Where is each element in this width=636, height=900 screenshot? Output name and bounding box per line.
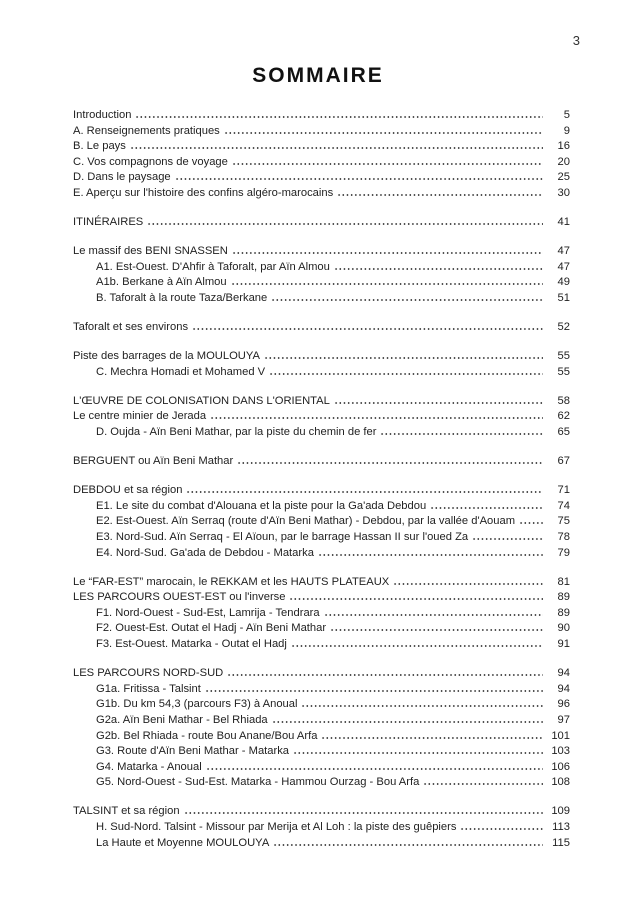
toc-entry-page: 113	[552, 820, 570, 833]
table-of-contents	[73, 108, 570, 851]
dot-leader	[334, 268, 543, 270]
toc-entry-page: 25	[557, 171, 570, 184]
toc-entry	[73, 155, 570, 171]
toc-entry-label: A. Renseignements pratiques	[73, 124, 220, 137]
toc-group	[73, 108, 570, 202]
toc-entry-label: Le centre minier de Jerada	[73, 410, 207, 423]
toc-entry-page: 94	[557, 667, 570, 680]
dot-leader	[192, 328, 543, 330]
dot-leader	[224, 132, 543, 134]
toc-entry-page: 62	[557, 410, 570, 423]
toc-entry-page: 79	[557, 546, 570, 559]
toc-entry	[73, 590, 570, 606]
toc-entry	[73, 682, 570, 698]
toc-entry	[73, 606, 570, 622]
toc-entry-label: LES PARCOURS NORD-SUD	[73, 667, 224, 680]
toc-entry-page: 101	[551, 729, 570, 742]
dot-leader	[237, 462, 543, 464]
toc-entry	[73, 244, 570, 260]
dot-leader	[130, 147, 543, 149]
toc-group	[73, 215, 570, 231]
toc-entry-label: G2b. Bel Rhiada - route Bou Anane/Bou Arfa	[96, 729, 318, 742]
toc-entry-label: E4. Nord-Sud. Ga'ada de Debdou - Matarka	[96, 546, 314, 559]
dot-leader	[293, 752, 543, 754]
toc-entry-label: B. Le pays	[73, 140, 126, 153]
toc-entry-page: 103	[551, 745, 570, 758]
dot-leader	[135, 116, 543, 118]
toc-entry	[73, 170, 570, 186]
toc-entry-label: Piste des barrages de la MOULOUYA	[73, 350, 260, 363]
dot-leader	[205, 690, 543, 692]
toc-entry-page: 55	[557, 350, 570, 363]
toc-entry-page: 106	[551, 760, 570, 773]
toc-entry-page: 41	[557, 216, 570, 229]
toc-entry	[73, 836, 570, 852]
toc-entry-label: D. Oujda - Aïn Beni Mathar, par la piste du chemin de fer	[96, 426, 377, 438]
toc-entry-page: 74	[557, 499, 570, 512]
toc-entry-page: 47	[557, 245, 570, 258]
toc-group	[73, 804, 570, 851]
toc-entry	[73, 139, 570, 155]
toc-entry-page: 65	[557, 426, 570, 438]
toc-entry-label: F1. Nord-Ouest - Sud-Est, Lamrija - Tendrara	[96, 606, 320, 619]
toc-entry	[73, 499, 570, 515]
toc-entry-page: 71	[557, 484, 570, 497]
toc-entry-page: 115	[552, 836, 570, 849]
toc-entry-label: BERGUENT ou Aïn Beni Mathar	[73, 455, 234, 468]
dot-leader	[301, 705, 543, 707]
dot-leader	[380, 433, 543, 435]
toc-group	[73, 666, 570, 791]
toc-entry-label: F3. Est-Ouest. Matarka - Outat el Hadj	[96, 638, 287, 651]
toc-entry-page: 47	[557, 260, 570, 273]
toc-entry	[73, 186, 570, 202]
toc-entry-page: 51	[557, 291, 570, 304]
toc-entry	[73, 514, 570, 530]
toc-group	[73, 349, 570, 380]
toc-entry-page: 75	[557, 515, 570, 528]
toc-entry-page: 108	[551, 776, 570, 789]
toc-entry-label: D. Dans le paysage	[73, 171, 171, 184]
toc-entry-label: LES PARCOURS OUEST-EST ou l'inverse	[73, 591, 286, 604]
toc-entry-label: Le massif des BENI SNASSEN	[73, 245, 228, 258]
toc-entry-page: 91	[557, 638, 570, 651]
toc-entry-page: 20	[557, 155, 570, 168]
toc-entry	[73, 804, 570, 820]
toc-entry-label: E1. Le site du combat d'Alouana et la piste pour la Ga'ada Debdou	[96, 499, 427, 512]
toc-entry-page: 96	[557, 698, 570, 711]
page-number: 3	[572, 33, 580, 48]
toc-entry-page: 89	[557, 606, 570, 619]
dot-leader	[423, 783, 543, 785]
toc-entry-label: G5. Nord-Ouest - Sud-Est. Matarka - Hammou Ourzag - Bou Arfa	[96, 776, 420, 789]
toc-entry	[73, 124, 570, 140]
toc-entry-label: Le “FAR-EST” marocain, le REKKAM et les HAUTS PLATEAUX	[73, 575, 390, 588]
toc-entry	[73, 409, 570, 425]
toc-entry	[73, 729, 570, 745]
toc-entry-label: Introduction	[73, 109, 132, 121]
toc-group	[73, 394, 570, 441]
toc-entry-label: E. Aperçu sur l'histoire des confins algéro-marocains	[73, 186, 334, 199]
toc-entry	[73, 575, 570, 591]
dot-leader	[334, 402, 543, 404]
toc-entry	[73, 349, 570, 365]
dot-leader	[232, 252, 543, 254]
toc-entry-page: 9	[563, 124, 570, 137]
toc-entry	[73, 320, 570, 336]
dot-leader	[321, 737, 543, 739]
toc-entry-label: F2. Ouest-Est. Outat el Hadj - Aïn Beni Mathar	[96, 622, 327, 635]
toc-entry	[73, 425, 570, 441]
toc-group	[73, 320, 570, 336]
toc-entry-page: 16	[557, 140, 570, 153]
dot-leader	[460, 828, 543, 830]
toc-entry-page: 81	[557, 575, 570, 588]
toc-entry	[73, 483, 570, 499]
toc-entry-label: B. Taforalt à la route Taza/Berkane	[96, 291, 268, 304]
toc-entry	[73, 260, 570, 276]
toc-entry	[73, 820, 570, 836]
dot-leader	[206, 768, 543, 770]
toc-entry-page: 94	[557, 682, 570, 695]
toc-entry-label: TALSINT et sa région	[73, 805, 180, 818]
toc-entry	[73, 291, 570, 307]
toc-entry-label: G1a. Fritissa - Talsint	[96, 682, 201, 695]
toc-entry-label: La Haute et Moyenne MOULOUYA	[96, 836, 270, 849]
toc-entry-page: 78	[557, 530, 570, 543]
toc-entry	[73, 365, 570, 381]
dot-leader	[227, 674, 543, 676]
toc-entry-label: E2. Est-Ouest. Aïn Serraq (route d'Aïn Beni Mathar) - Debdou, par la vallée d'Aouam	[96, 515, 516, 528]
dot-leader	[272, 721, 543, 723]
dot-leader	[175, 178, 543, 180]
toc-group	[73, 575, 570, 653]
dot-leader	[337, 194, 543, 196]
toc-entry-page: 49	[557, 276, 570, 289]
dot-leader	[232, 163, 543, 165]
dot-leader	[289, 598, 543, 600]
dot-leader	[318, 554, 543, 556]
toc-entry-page: 89	[557, 591, 570, 604]
toc-entry-label: H. Sud-Nord. Talsint - Missour par Merija et Al Loh : la piste des guêpiers	[96, 820, 457, 833]
dot-leader	[184, 812, 543, 814]
toc-entry	[73, 666, 570, 682]
dot-leader	[273, 844, 543, 846]
toc-entry-label: G2a. Aïn Beni Mathar - Bel Rhiada	[96, 713, 268, 726]
toc-entry	[73, 744, 570, 760]
toc-entry-label: G3. Route d'Aïn Beni Mathar - Matarka	[96, 745, 290, 758]
toc-entry-page: 5	[563, 109, 570, 121]
toc-entry-label: E3. Nord-Sud. Aïn Serraq - El Aïoun, par le barrage Hassan II sur l'oued Za	[96, 530, 469, 543]
dot-leader	[210, 417, 543, 419]
toc-entry	[73, 637, 570, 653]
toc-entry-label: Taforalt et ses environs	[73, 321, 189, 334]
toc-entry-page: 30	[557, 186, 570, 199]
toc-entry-page: 52	[557, 321, 570, 334]
toc-group	[73, 244, 570, 306]
dot-leader	[393, 583, 543, 585]
toc-entry	[73, 621, 570, 637]
dot-leader	[291, 645, 543, 647]
toc-entry-label: C. Vos compagnons de voyage	[73, 155, 228, 168]
toc-entry-label: A1. Est-Ouest. D'Ahfir à Taforalt, par Aïn Almou	[96, 260, 330, 273]
dot-leader	[271, 299, 543, 301]
toc-entry	[73, 108, 570, 124]
page-title: SOMMAIRE	[252, 64, 384, 87]
toc-entry-label: A1b. Berkane à Aïn Almou	[96, 276, 227, 289]
toc-entry	[73, 775, 570, 791]
dot-leader	[231, 283, 543, 285]
toc-entry	[73, 546, 570, 562]
dot-leader	[147, 223, 543, 225]
toc-entry	[73, 697, 570, 713]
toc-entry-page: 90	[557, 622, 570, 635]
toc-entry	[73, 215, 570, 231]
dot-leader	[264, 357, 543, 359]
dot-leader	[330, 629, 543, 631]
toc-entry	[73, 713, 570, 729]
toc-entry-page: 67	[557, 455, 570, 468]
toc-entry-label: G1b. Du km 54,3 (parcours F3) à Anoual	[96, 698, 298, 711]
toc-entry	[73, 394, 570, 410]
dot-leader	[430, 507, 543, 509]
dot-leader	[324, 614, 543, 616]
toc-entry-label: C. Mechra Homadi et Mohamed V	[96, 365, 266, 378]
dot-leader	[472, 538, 543, 540]
toc-entry-page: 55	[557, 365, 570, 378]
toc-entry-page: 58	[557, 394, 570, 407]
toc-entry	[73, 454, 570, 470]
toc-entry-label: L'ŒUVRE DE COLONISATION DANS L'ORIENTAL	[73, 394, 330, 407]
toc-entry	[73, 275, 570, 291]
toc-entry-page: 97	[557, 713, 570, 726]
toc-entry-label: G4. Matarka - Anoual	[96, 760, 202, 773]
toc-entry-label: ITINÉRAIRES	[73, 216, 144, 229]
toc-entry	[73, 760, 570, 776]
dot-leader	[186, 491, 543, 493]
toc-group	[73, 483, 570, 561]
toc-entry-label: DEBDOU et sa région	[73, 484, 183, 497]
dot-leader	[269, 373, 543, 375]
toc-entry	[73, 530, 570, 546]
dot-leader	[519, 522, 543, 524]
toc-group	[73, 454, 570, 470]
toc-entry-page: 109	[551, 805, 570, 818]
